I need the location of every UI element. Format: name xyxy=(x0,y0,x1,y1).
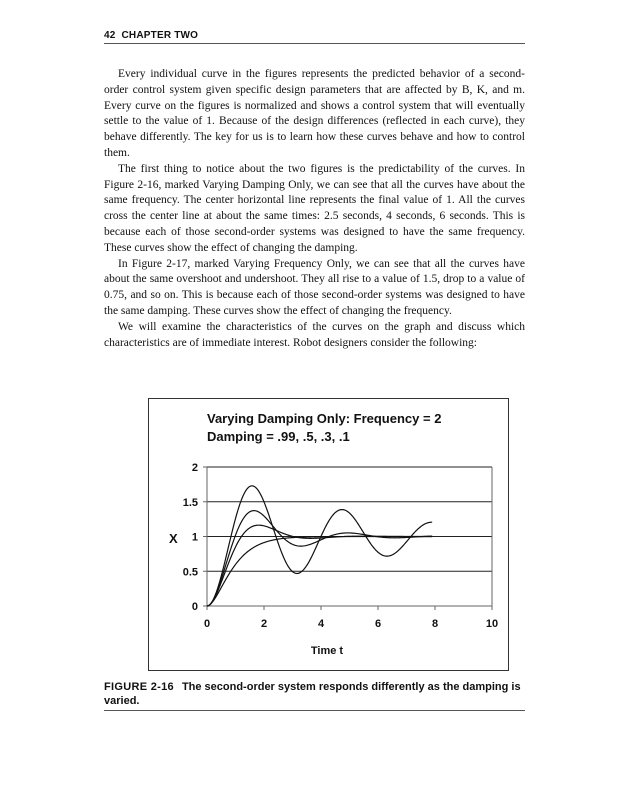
x-tick-label: 10 xyxy=(485,618,499,630)
y-axis-label: X xyxy=(169,531,178,546)
axis-layer xyxy=(203,467,492,610)
chapter-title: CHAPTER TWO xyxy=(121,30,199,41)
series-layer xyxy=(207,486,432,606)
grid-layer xyxy=(207,467,492,571)
paragraph: In Figure 2-17, marked Varying Frequency Only, we can see that all the curves have about the same overshoot and undershoot. They all rise to a value of 1.5, drop to a value of 0.75, and so on. This is because each of those second-order systems was designed to have the same damping. These curves show the effect of changing the frequency. xyxy=(104,257,525,317)
x-tick-label: 8 xyxy=(431,618,439,630)
caption-label: FIGURE 2-16 xyxy=(104,681,174,693)
y-tick-label: 0.5 xyxy=(182,566,198,579)
chart-subtitle: Damping = .99, .5, .3, .1 xyxy=(207,429,350,444)
paragraph: We will examine the characteristics of the curves on the graph and discuss which characteristics are of immediate interest. Robot designers consider the following: xyxy=(104,320,525,349)
body-text xyxy=(104,67,525,351)
damping-chart xyxy=(149,399,510,672)
y-tick-label: 2 xyxy=(191,462,198,474)
header-rule xyxy=(104,43,525,44)
x-tick-label: 6 xyxy=(374,618,382,630)
x-axis-label: Time t xyxy=(310,645,344,657)
x-tick-label: 2 xyxy=(260,618,268,630)
figure-frame xyxy=(148,398,509,671)
x-tick-label: 0 xyxy=(203,618,211,630)
figure-caption xyxy=(104,680,525,708)
text-layer xyxy=(169,411,498,657)
y-tick-label: 1 xyxy=(191,531,198,544)
running-header xyxy=(104,30,525,41)
page-number: 42 xyxy=(104,30,116,41)
chart-title: Varying Damping Only: Frequency = 2 xyxy=(207,411,442,426)
paragraph: The first thing to notice about the two figures is the predictability of the curves. In Figure 2-16, marked Varying Damping Only, we can see that all the curves have about the same frequency. The center horizontal line represents the final value of 1. All the curves cross the center line at about the same times: 2.5 seconds, 4 seconds, 6 seconds. This is because each of those second-order systems was designed to have the same frequency. These curves show the effect of changing the damping. xyxy=(104,162,525,254)
caption-rule xyxy=(104,710,525,711)
series-line xyxy=(207,486,432,606)
y-tick-label: 0 xyxy=(191,601,198,613)
y-tick-label: 1.5 xyxy=(182,496,198,509)
caption-text: The second-order system responds differently as the damping is varied. xyxy=(104,681,521,707)
paragraph: Every individual curve in the figures represents the predicted behavior of a second-order control system given specific design parameters that are affected by B, K, and m. Every curve on the figures is normalized and shows a control system that will eventually settle to the value of 1. Because of the design differences (reflected in each curve), they behave differently. The key for us is to learn how these curves behave and how to control them. xyxy=(104,68,525,159)
x-tick-label: 4 xyxy=(317,618,325,630)
